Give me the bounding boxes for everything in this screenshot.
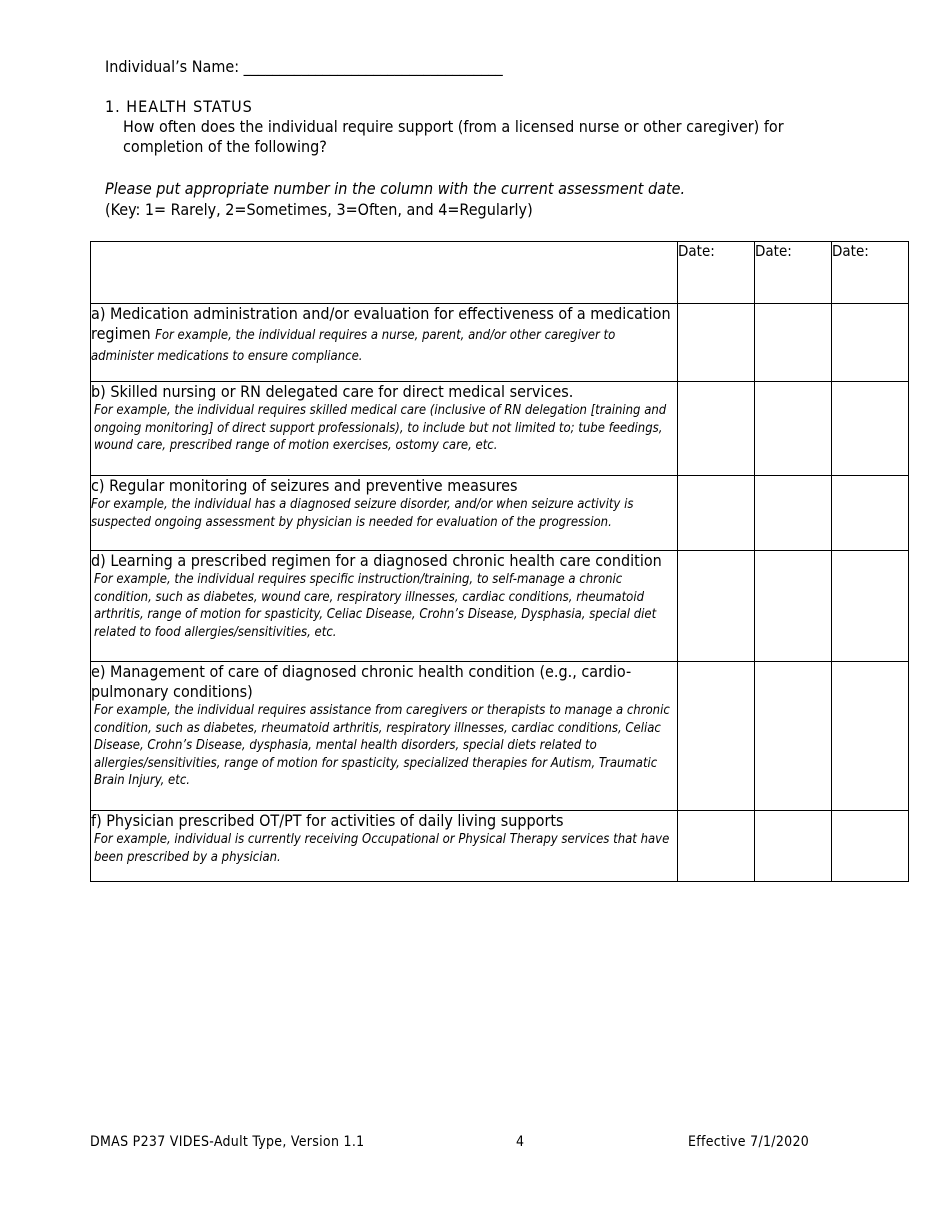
item-d-example: For example, the individual requires specific instruction/training, to self-manage a chronic condition, such as diabetes, wound care, respiratory illnesses, cardiac conditions, rheumatoid arthritis, range of motion for spasticity, Celiac Disease, Crohn’s Disease, Dysphasia, special diet related to food allergies/sensitivities, etc. [94,572,657,640]
rating-key: (Key: 1= Rarely, 2=Sometimes, 3=Often, and 4=Regularly) [105,200,533,219]
item-cell-a [91,304,678,382]
rating-cell-f-3[interactable] [832,811,909,882]
rating-cell-a-3[interactable] [832,304,909,382]
footer-page-number: 4 [516,1134,525,1150]
rating-cell-d-3[interactable] [832,551,909,662]
item-e-example: For example, the individual requires assistance from caregivers or therapists to manage a chronic condition, such as diabetes, rheumatoid arthritis, respiratory illnesses, cardiac conditions, Celiac Disease, Crohn’s Disease, dysphasia, mental health disorders, special diets related to allergies/sensitivities, range of motion for spasticity, specialized therapies for Autism, Traumatic Brain Injury, etc. [94,703,670,788]
rating-cell-c-1[interactable] [678,476,755,551]
rating-cell-b-1[interactable] [678,382,755,476]
date-header-1: Date: [678,242,755,304]
table-header-row [91,242,909,304]
item-cell-c [91,476,678,551]
rating-cell-d-1[interactable] [678,551,755,662]
rating-cell-d-2[interactable] [755,551,832,662]
rating-cell-a-2[interactable] [755,304,832,382]
table-row [91,382,909,476]
item-cell-b [91,382,678,476]
item-c-main: c) Regular monitoring of seizures and preventive measures [91,476,518,495]
item-f-example: For example, individual is currently receiving Occupational or Physical Therapy services that have been prescribed by a physician. [94,832,670,865]
table-row [91,476,909,551]
rating-cell-f-1[interactable] [678,811,755,882]
item-e-main: e) Management of care of diagnosed chronic health condition (e.g., cardio-pulmonary conditions) [91,662,632,701]
section-title: 1. HEALTH STATUS [105,97,253,116]
table-row [91,811,909,882]
table-row [91,551,909,662]
item-b-example: For example, the individual requires skilled medical care (inclusive of RN delegation [training and ongoing monitoring] of direct support professionals), to include but not limited to; tube feedings, wound care, prescribed range of motion exercises, ostomy care, etc. [94,403,667,453]
item-d-main: d) Learning a prescribed regimen for a diagnosed chronic health care condition [91,551,662,570]
rating-cell-b-3[interactable] [832,382,909,476]
rating-cell-c-3[interactable] [832,476,909,551]
rating-cell-f-2[interactable] [755,811,832,882]
item-c-example: For example, the individual has a diagnosed seizure disorder, and/or when seizure activity is suspected ongoing assessment by physician is needed for evaluation of the progression. [91,497,634,530]
section-question: How often does the individual require support (from a licensed nurse or other caregiver) for completion of the following? [123,117,784,156]
rating-cell-a-1[interactable] [678,304,755,382]
individual-name-field[interactable]: Individual’s Name: ____________________________________ [105,57,503,76]
item-cell-f [91,811,678,882]
table-row [91,304,909,382]
rating-cell-e-2[interactable] [755,662,832,811]
item-header-cell [91,242,678,304]
assessment-table [90,241,909,882]
rating-cell-e-1[interactable] [678,662,755,811]
item-a-example: For example, the individual requires a nurse, parent, and/or other caregiver to administer medications to ensure compliance. [91,328,616,364]
date-header-3: Date: [832,242,909,304]
item-cell-e [91,662,678,811]
item-a-main: a) Medication administration and/or evaluation for effectiveness of a medication regimen [91,304,671,343]
rating-cell-c-2[interactable] [755,476,832,551]
footer-effective-date: Effective 7/1/2020 [688,1134,810,1150]
date-header-2: Date: [755,242,832,304]
table-row [91,662,909,811]
item-b-main: b) Skilled nursing or RN delegated care for direct medical services. [91,382,574,401]
rating-cell-b-2[interactable] [755,382,832,476]
item-f-main: f) Physician prescribed OT/PT for activities of daily living supports [91,811,564,830]
item-cell-d [91,551,678,662]
rating-cell-e-3[interactable] [832,662,909,811]
instruction-text: Please put appropriate number in the column with the current assessment date. [105,179,686,198]
footer-form-id: DMAS P237 VIDES-Adult Type, Version 1.1 [90,1134,365,1150]
